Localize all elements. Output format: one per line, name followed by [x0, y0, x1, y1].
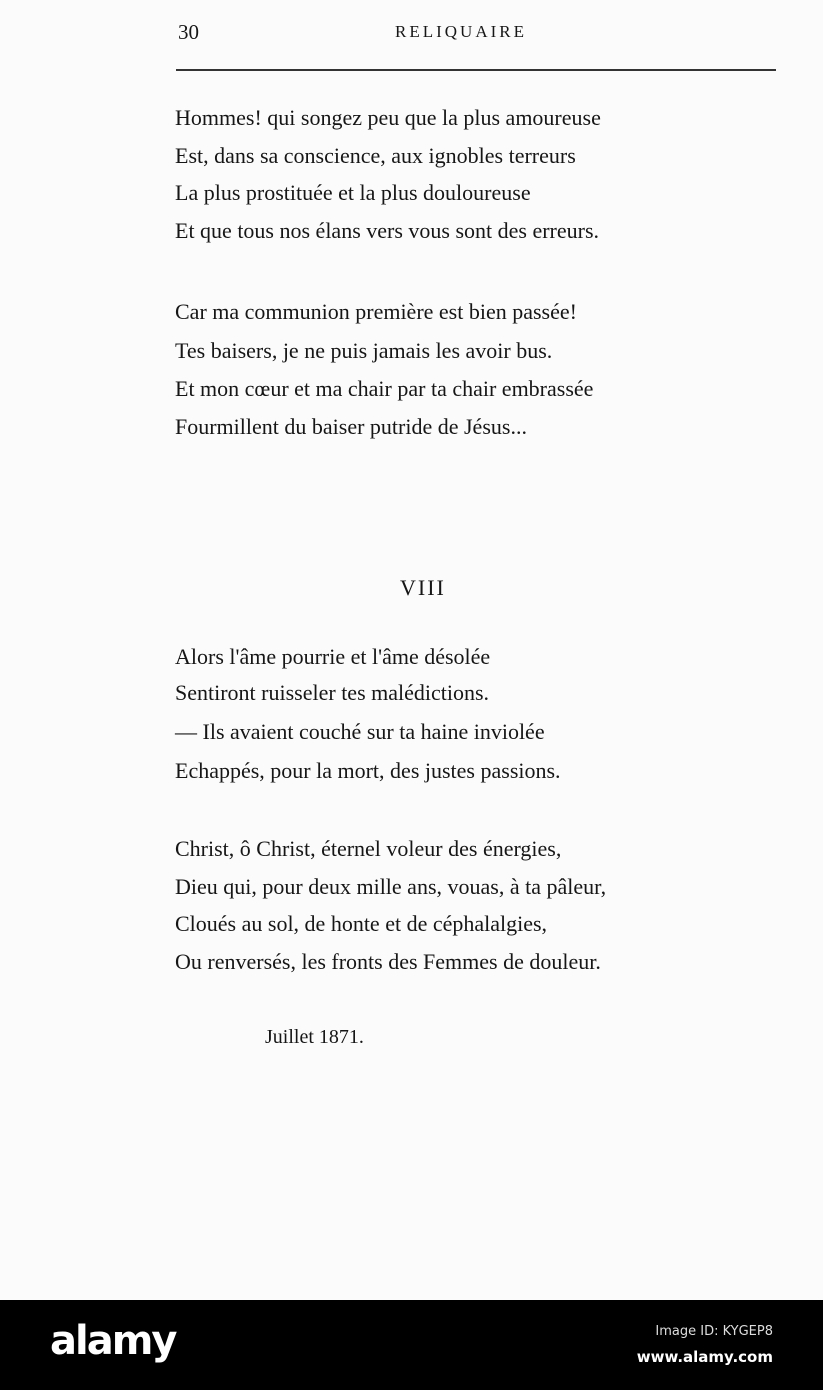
verse-line: Ou renversés, les fronts des Femmes de douleur. — [175, 949, 601, 974]
verse-line: Et mon cœur et ma chair par ta chair embrassée — [175, 376, 594, 401]
page-number: 30 — [178, 20, 199, 44]
verse-line: Car ma communion première est bien passée! — [175, 299, 577, 324]
poem-date: Juillet 1871. — [265, 1026, 364, 1048]
verse-line: Dieu qui, pour deux mille ans, vouas, à ta pâleur, — [175, 874, 607, 899]
header-rule — [176, 69, 776, 71]
verse-line: Fourmillent du baiser putride de Jésus... — [175, 414, 527, 439]
image-id: Image ID: KYGEP8 — [655, 1324, 773, 1339]
verse-line: Et que tous nos élans vers vous sont des erreurs. — [175, 218, 600, 243]
running-title: RELIQUAIRE — [395, 22, 527, 41]
watermark-url: www.alamy.com — [636, 1348, 773, 1366]
verse-line: Hommes! qui songez peu que la plus amoureuse — [175, 105, 601, 130]
verse-line: Est, dans sa conscience, aux ignobles terreurs — [175, 143, 576, 168]
section-number: VIII — [400, 575, 446, 600]
verse-line: Sentiront ruisseler tes malédictions. — [175, 680, 490, 705]
watermark-bar — [0, 1300, 823, 1390]
verse-line: Christ, ô Christ, éternel voleur des énergies, — [175, 836, 562, 861]
verse-line: La plus prostituée et la plus douloureuse — [175, 180, 531, 205]
alamy-logo: alamy — [50, 1318, 176, 1364]
verse-line: Echappés, pour la mort, des justes passions. — [175, 758, 561, 783]
verse-line: Tes baisers, je ne puis jamais les avoir bus. — [175, 338, 553, 363]
verse-line: Cloués au sol, de honte et de céphalalgies, — [175, 911, 548, 936]
verse-line: Alors l'âme pourrie et l'âme désolée — [175, 644, 491, 669]
verse-line: — Ils avaient couché sur ta haine inviolée — [175, 719, 545, 744]
